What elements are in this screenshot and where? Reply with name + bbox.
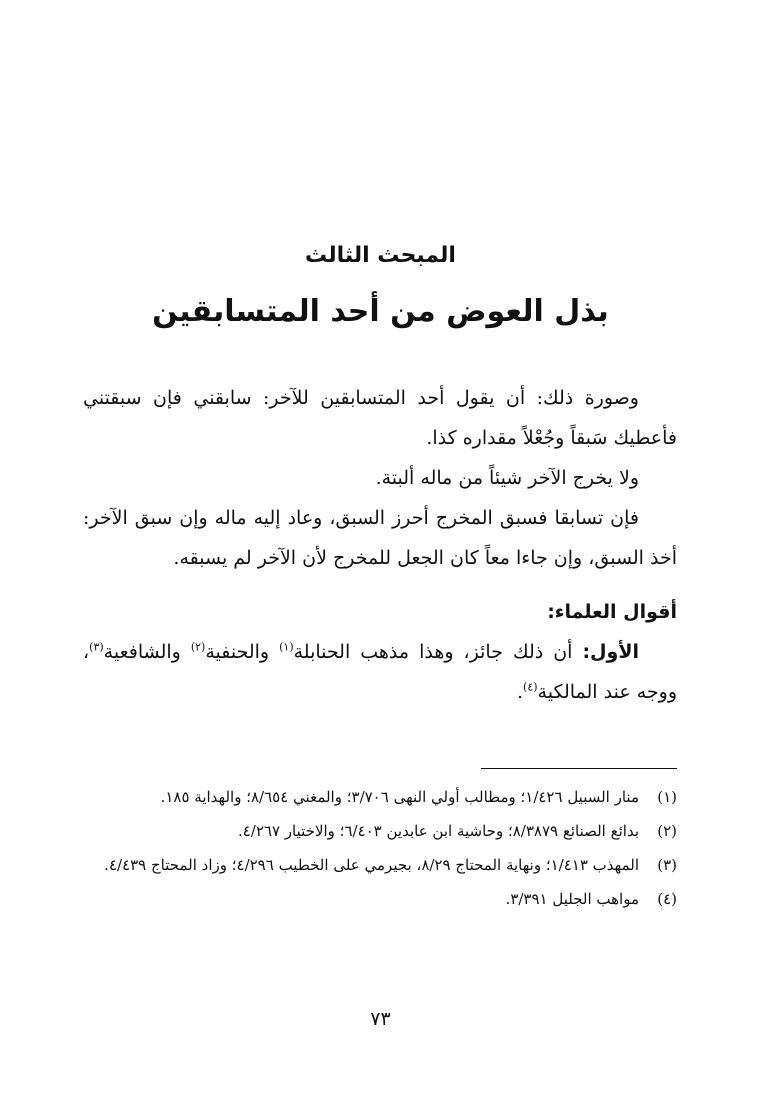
paragraph-description: وصورة ذلك: أن يقول أحد المتسابقين للآخر: سابقني فإن سبقتني فأعطيك سَبقاً وجُعْلاً مقداره كذا.	[83, 387, 677, 449]
footnote-divider	[481, 768, 677, 769]
footnote-item	[83, 882, 677, 916]
footnote-number: (٤)	[657, 890, 677, 908]
opinion-text-part: والحنفية	[205, 641, 280, 663]
opinion-text-part: والشافعية	[103, 641, 191, 663]
footnote-ref-3[interactable]: (٣)	[89, 640, 104, 654]
opinion-text-part: ، ووجه عند المالكية	[83, 641, 677, 703]
footnotes-section	[83, 780, 677, 916]
footnote-item	[83, 814, 677, 848]
body-text	[83, 378, 677, 712]
chapter-heading: المبحث الثالث	[305, 243, 456, 268]
first-opinion-label: الأول:	[582, 641, 639, 663]
footnote-text: مواهب الجليل ٣/٣٩١.	[505, 890, 639, 908]
footnote-ref-4[interactable]: (٤)	[523, 680, 538, 694]
footnote-text: المهذب ١/٤١٣؛ ونهاية المحتاج ٨/٢٩، بجيرمي على الخطيب ٤/٢٩٦؛ وزاد المحتاج ٤/٤٣٩.	[104, 856, 639, 874]
footnote-text: بدائع الصنائع ٨/٣٨٧٩؛ وحاشية ابن عابدين ٦/٤٠٣؛ والاختيار ٤/٢٦٧.	[237, 822, 639, 840]
footnote-ref-2[interactable]: (٢)	[190, 640, 206, 654]
opinion-text-part: .	[516, 681, 524, 703]
footnote-number: (٢)	[657, 822, 677, 840]
section-title: بذل العوض من أحد المتسابقين	[152, 294, 609, 329]
scholars-opinions-heading: أقوال العلماء:	[547, 601, 677, 623]
footnote-number: (١)	[657, 788, 677, 806]
footnote-text: منار السبيل ١/٤٢٦؛ ومطالب أولي النهى ٣/٧٠٦؛ والمغني ٨/٦٥٤؛ والهداية ١٨٥.	[160, 788, 639, 806]
paragraph-condition: ولا يخرج الآخر شيئاً من ماله ألبتة.	[375, 467, 639, 489]
footnote-item	[83, 848, 677, 882]
opinion-text-part: أن ذلك جائز، وهذا مذهب الحنابلة	[293, 641, 583, 663]
first-opinion	[83, 632, 677, 712]
paragraph-outcomes: فإن تسابقا فسبق المخرج أحرز السبق، وعاد إليه ماله وإن سبق الآخر: أخذ السبق، وإن جاءا معاً كان الجعل للمخرج لأن الآخر لم يسبقه.	[83, 507, 677, 569]
footnote-item	[83, 780, 677, 814]
page-number: ٧٣	[370, 1008, 391, 1030]
footnote-number: (٣)	[657, 856, 677, 874]
footnote-ref-1[interactable]: (١)	[279, 640, 294, 654]
